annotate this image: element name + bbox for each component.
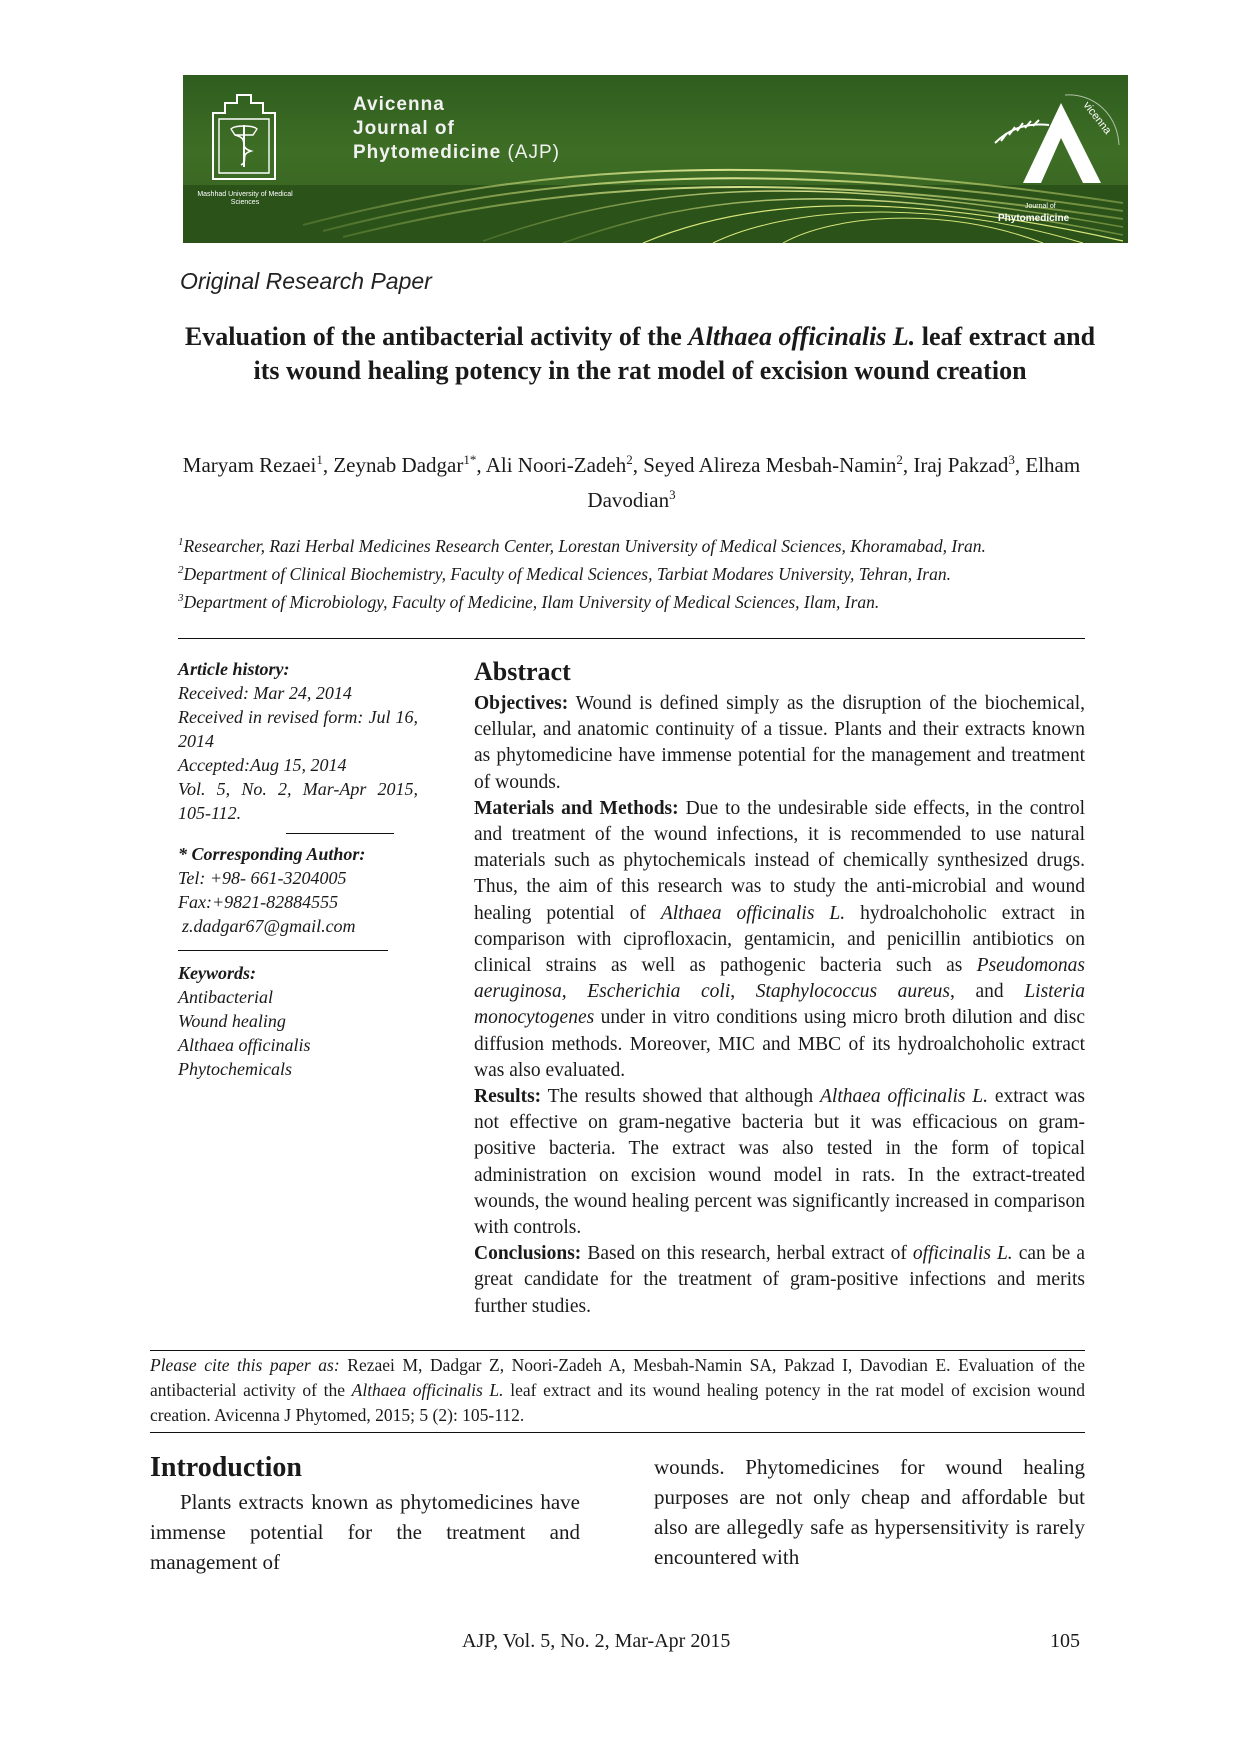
journal-name-line3: Phytomedicine (AJP): [353, 142, 560, 163]
abstract-conclusions: Conclusions: Based on this research, herbal extract of officinalis L. can be a great candidate for the treatment of gram-positive infections and merits further studies.: [474, 1243, 1085, 1317]
affiliation: $^3$Department of Microbiology, Faculty of Medicine, Ilam University of Medical Sciences, Ilam, Iran.: [178, 591, 880, 612]
abstract-methods: Materials and Methods: Due to the undesirable side effects, in the control and treatment of the wound infections, it is recommended to use natural materials such as phytochemicals instead of chemically synthesized drugs. Thus, the aim of this research was to study the anti-microbial and wound healing potential of Althaea officinalis L. hydroalchoholic extract in comparison with ciprofloxacin, gentamicin, and penicillin antibiotics on clinical strains as well as pathogenic bacteria such as Pseudomonas aeruginosa, Escherichia coli, Staphylococcus aureus, and Listeria monocytogenes under in vitro conditions using micro broth dilution and disc diffusion methods. Moreover, MIC and MBC of its hydroalchoholic extract was also evaluated.: [474, 797, 1085, 1081]
university-seal-icon: [205, 91, 283, 187]
abstract-heading: Abstract: [474, 657, 571, 686]
corresponding-author-heading: * Corresponding Author:: [178, 844, 366, 864]
footer-journal-ref: AJP, Vol. 5, No. 2, Mar-Apr 2015: [462, 1630, 731, 1652]
author: Maryam Rezaei: [182, 453, 317, 477]
received-date: Received: Mar 24, 2014: [178, 683, 352, 703]
journal-banner: [183, 75, 1128, 243]
citation-bottom-divider: [150, 1432, 1085, 1433]
paper-title: Evaluation of the antibacterial activity of the Althaea officinalis L. leaf extract and its wound healing potency in the rat model of excision wound creation: [184, 322, 1096, 385]
keyword: Phytochemicals: [178, 1059, 292, 1079]
citation: Please cite this paper as: Rezaei M, Dadgar Z, Noori-Zadeh A, Mesbah-Namin SA, Pakzad I, Davodian E. Evaluation of the antibacterial activity of the Althaea officinalis L. leaf extract and its wound healing potency in the rat model of excision wound creation. Avicenna J Phytomed, 2015; 5 (2): 105-112.: [150, 1355, 1086, 1425]
sidebar-divider: [178, 950, 388, 951]
author: Zeynab Dadgar: [333, 453, 464, 477]
author: Seyed Alireza Mesbah-Namin: [643, 453, 897, 477]
abstract-objectives: Objectives: Wound is defined simply as the disruption of the biochemical, cellular, and anatomic continuity of a tissue. Plants and their extracts known as phytomedicine have immense potential for the management and treatment of wounds.: [474, 693, 1085, 793]
sidebar-divider: [286, 833, 394, 834]
email-link[interactable]: z.dadgar67@gmail.com: [182, 916, 356, 936]
article-history-heading: Article history:: [178, 659, 290, 679]
keyword: Wound healing: [178, 1011, 286, 1031]
tel: Tel: +98- 661-3204005: [178, 868, 347, 888]
journal-logo-caption: Phytomedicine: [998, 213, 1070, 224]
journal-name: [353, 93, 560, 165]
journal-logo-icon: [983, 83, 1123, 193]
introduction-column-left: [150, 1487, 580, 1577]
author: Iraj Pakzad: [913, 453, 1009, 477]
revised-date: Received in revised form: Jul 16, 2014: [178, 707, 418, 751]
affiliations: [178, 530, 1085, 613]
affiliation: $^2$Department of Clinical Biochemistry, Faculty of Medical Sciences, Tarbiat Modares University, Tehran, Iran.: [178, 563, 951, 584]
article-info-sidebar: [178, 657, 418, 1081]
affiliation: $^1$Researcher, Razi Herbal Medicines Research Center, Lorestan University of Medical Sciences, Khoramabad, Iran.: [178, 535, 986, 556]
introduction-heading: Introduction: [150, 1452, 302, 1483]
introduction-paragraph: wounds. Phytomedicines for wound healing purposes are not only cheap and affordable but also are allegedly safe as hypersensitivity is rarely encountered with: [654, 1455, 1085, 1569]
author: Elham Davodian: [587, 453, 1081, 512]
paper-type: Original Research Paper: [180, 268, 432, 294]
author-list: Maryam Rezaei$^1$, Zeynab Dadgar$^{1*}$, Ali Noori-Zadeh$^2$, Seyed Alireza Mesbah-Namin$^2$, Iraj Pakzad$^3$, Elham Davodian$^3$: [182, 452, 1081, 512]
journal-name-line1: Avicenna: [353, 94, 445, 115]
author: Ali Noori-Zadeh: [485, 453, 627, 477]
citation-top-divider: [150, 1350, 1085, 1351]
fax: Fax:+9821-82884555: [178, 892, 339, 912]
abstract: [474, 655, 1085, 1320]
volume-info: Vol. 5, No. 2, Mar-Apr 2015, 105-112.: [178, 779, 418, 823]
university-seal-caption: Mashhad University of Medical Sciences: [197, 191, 293, 206]
journal-logo-caption-small: Journal of: [1025, 203, 1056, 210]
header-divider: [178, 638, 1085, 639]
introduction-column-right: [654, 1452, 1085, 1572]
introduction-paragraph: Plants extracts known as phytomedicines have immense potential for the treatment and management of: [150, 1490, 580, 1574]
journal-name-line2: Journal of: [353, 118, 455, 139]
page-number: 105: [1050, 1630, 1080, 1652]
keyword: Antibacterial: [178, 987, 273, 1007]
keywords-heading: Keywords:: [178, 963, 256, 983]
accepted-date: Accepted:Aug 15, 2014: [178, 755, 347, 775]
abstract-results: Results: The results showed that although Althaea officinalis L. extract was not effective on gram-negative bacteria but it was efficacious on gram-positive bacteria. The extract was also tested in the form of topical administration on excision wound model in rats. In the extract-treated wounds, the wound healing percent was significantly increased in comparison with controls.: [474, 1086, 1085, 1239]
keyword: Althaea officinalis: [178, 1035, 311, 1055]
journal-logo-arc-text: vicenna: [1080, 99, 1114, 137]
